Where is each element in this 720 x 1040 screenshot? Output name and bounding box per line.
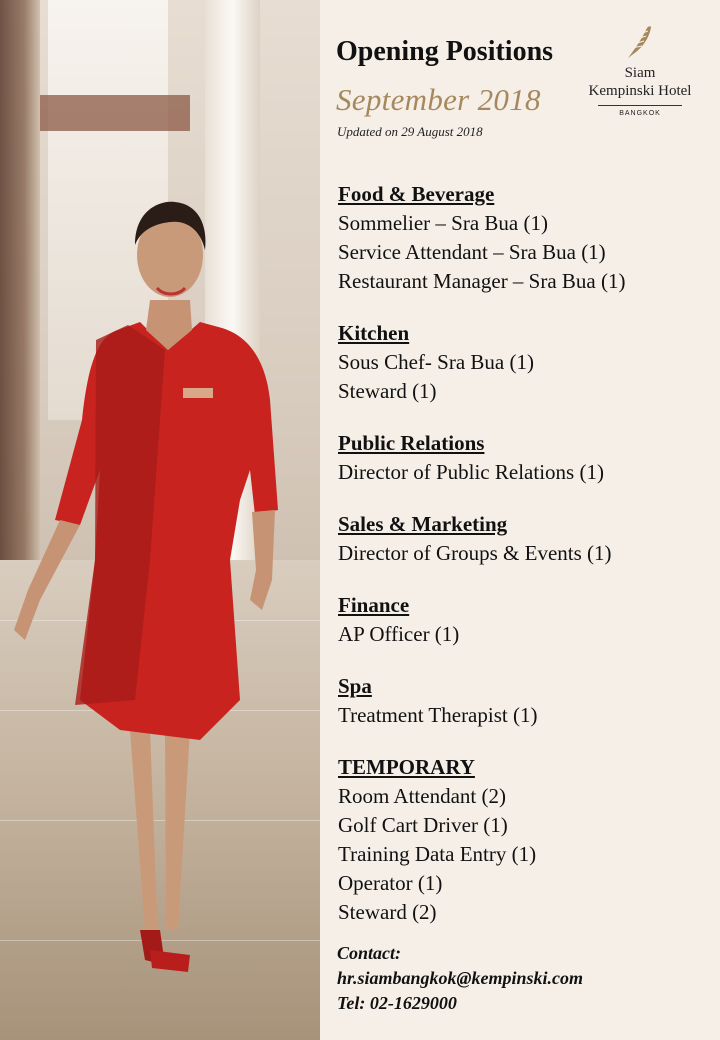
section-public-relations bbox=[338, 429, 708, 487]
job-item: Restaurant Manager – Sra Bua (1) bbox=[338, 269, 626, 293]
job-item: Director of Public Relations (1) bbox=[338, 460, 604, 484]
job-item: Director of Groups & Events (1) bbox=[338, 541, 612, 565]
job-item: Golf Cart Driver (1) bbox=[338, 813, 508, 837]
section-title: Sales & Marketing bbox=[338, 512, 508, 536]
job-item: Service Attendant – Sra Bua (1) bbox=[338, 240, 606, 264]
page-title: Opening Positions bbox=[336, 36, 554, 67]
job-item: Steward (1) bbox=[338, 379, 437, 403]
woman-figure bbox=[0, 0, 320, 1040]
section-title: TEMPORARY bbox=[338, 755, 475, 779]
contact-tel: Tel: 02-1629000 bbox=[337, 993, 457, 1013]
job-item: Sous Chef- Sra Bua (1) bbox=[338, 350, 534, 374]
section-title: Food & Beverage bbox=[338, 182, 495, 206]
logo-divider bbox=[598, 105, 682, 106]
logo-line-bangkok: BANGKOK bbox=[619, 110, 661, 117]
section-kitchen bbox=[338, 319, 708, 406]
section-title: Finance bbox=[338, 593, 410, 617]
logo-line-kempinski: Kempinski Hotel bbox=[588, 83, 692, 99]
hotel-logo bbox=[578, 22, 702, 117]
section-food-beverage bbox=[338, 180, 708, 296]
feather-icon bbox=[620, 22, 660, 62]
section-temporary bbox=[338, 753, 708, 927]
job-item: Sommelier – Sra Bua (1) bbox=[338, 211, 548, 235]
job-item: Training Data Entry (1) bbox=[338, 842, 537, 866]
updated-date: Updated on 29 August 2018 bbox=[337, 124, 483, 139]
contact-block bbox=[337, 941, 707, 1016]
contact-label: Contact: bbox=[337, 943, 402, 963]
section-title: Spa bbox=[338, 674, 372, 698]
month-subtitle: September 2018 bbox=[336, 82, 541, 117]
staff-photo bbox=[0, 0, 320, 1040]
job-item: Treatment Therapist (1) bbox=[338, 703, 538, 727]
job-item: Room Attendant (2) bbox=[338, 784, 506, 808]
job-item: AP Officer (1) bbox=[338, 622, 460, 646]
contact-email[interactable]: hr.siambangkok@kempinski.com bbox=[337, 968, 584, 988]
section-sales-marketing bbox=[338, 510, 708, 568]
logo-line-siam: Siam bbox=[624, 65, 656, 81]
section-spa bbox=[338, 672, 708, 730]
content-panel bbox=[320, 0, 720, 1040]
section-finance bbox=[338, 591, 708, 649]
section-title: Public Relations bbox=[338, 431, 485, 455]
positions-list bbox=[338, 180, 708, 950]
section-title: Kitchen bbox=[338, 321, 410, 345]
job-item: Steward (2) bbox=[338, 900, 437, 924]
job-item: Operator (1) bbox=[338, 871, 443, 895]
